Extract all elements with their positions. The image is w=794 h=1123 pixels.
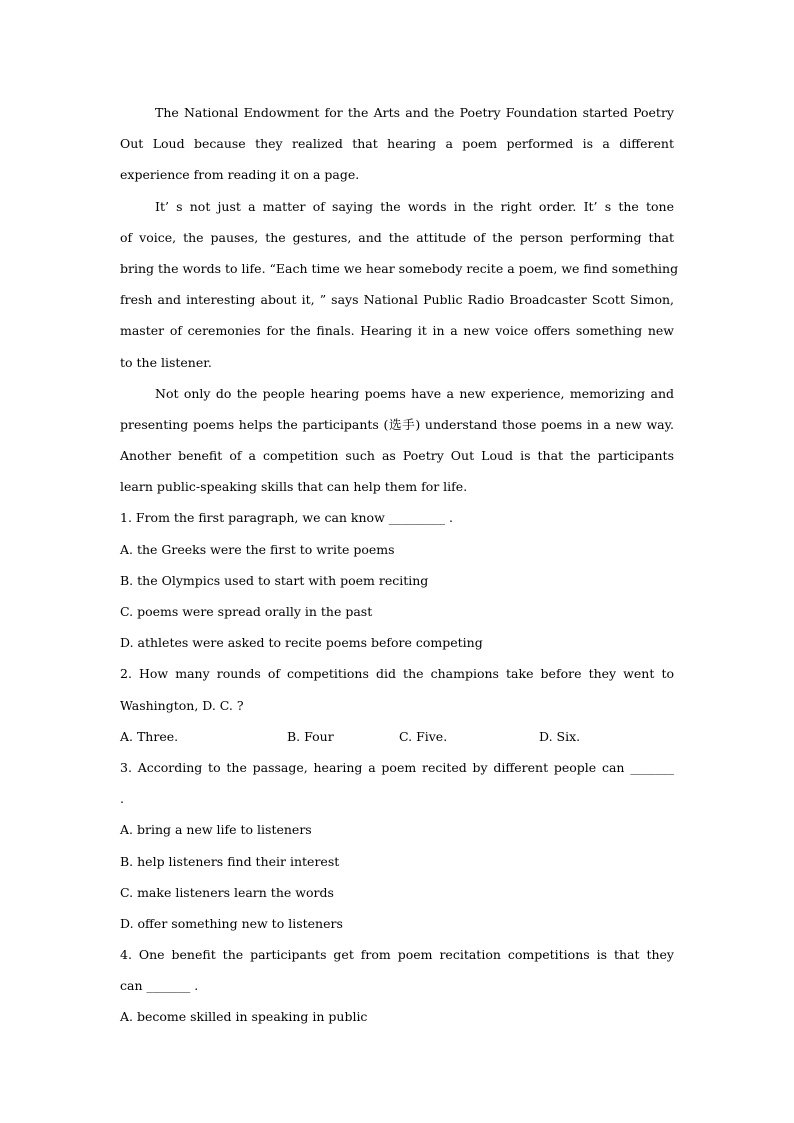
text-line: learn public-speaking skills that can help them for life. <box>120 479 468 495</box>
option-c: C. Five. <box>399 728 448 744</box>
text-line: of voice, the pauses, the gestures, and the attitude of the person performing that <box>120 229 674 245</box>
passage-paragraph-3 <box>120 378 674 503</box>
text-line: fresh and interesting about it, ” says National Public Radio Broadcaster Scott Simon, <box>120 292 674 308</box>
option-d: D. Six. <box>539 728 581 744</box>
text-line: experience from reading it on a page. <box>120 167 360 183</box>
text-line: master of ceremonies for the finals. Hearing it in a new voice offers something new <box>120 323 674 339</box>
text-line: It’ s not just a matter of saying the words in the right order. It’ s the tone <box>155 198 674 214</box>
question-stem: 3. According to the passage, hearing a poem recited by different people can _______ <box>120 759 674 775</box>
question-2 <box>120 658 674 752</box>
text-line: The National Endowment for the Arts and the Poetry Foundation started Poetry <box>155 105 674 120</box>
passage-paragraph-1 <box>120 97 674 191</box>
option-c: C. make listeners learn the words <box>120 884 334 900</box>
option-b: B. the Olympics used to start with poem reciting <box>120 572 429 588</box>
question-4 <box>120 939 674 1033</box>
option-a: A. the Greeks were the first to write poems <box>120 541 395 557</box>
option-c: C. poems were spread orally in the past <box>120 604 373 619</box>
option-b: B. Four <box>287 728 334 744</box>
passage-paragraph-2 <box>120 191 679 378</box>
option-d: D. offer something new to listeners <box>120 915 343 931</box>
option-a: A. bring a new life to listeners <box>120 822 312 838</box>
question-stem-continued: . <box>120 791 124 807</box>
question-stem-continued: can _______ . <box>120 978 199 994</box>
options-row <box>120 721 674 752</box>
option-a: A. become skilled in speaking in public <box>120 1009 368 1025</box>
question-3 <box>120 752 674 939</box>
question-stem: 1. From the first paragraph, we can know _________ . <box>120 510 453 526</box>
text-line: to the listener. <box>120 354 212 370</box>
text-line: bring the words to life. “Each time we hear somebody recite a poem, we find something <box>120 260 679 276</box>
question-stem: 4. One benefit the participants get from poem recitation competitions is that they <box>120 947 674 963</box>
text-line: presenting poems helps the participants (选手) understand those poems in a new way. <box>120 416 674 432</box>
question-stem: 2. How many rounds of competitions did the champions take before they went to <box>120 666 674 682</box>
option-d: D. athletes were asked to recite poems before competing <box>120 635 483 651</box>
text-line: Out Loud because they realized that hearing a poem performed is a different <box>120 136 674 152</box>
question-1 <box>120 502 674 658</box>
document-page <box>120 97 679 1033</box>
text-line: Another benefit of a competition such as Poetry Out Loud is that the participants <box>120 448 674 464</box>
question-stem-continued: Washington, D. C. ? <box>120 697 244 713</box>
option-a: A. Three. <box>120 728 179 744</box>
text-line: Not only do the people hearing poems have a new experience, memorizing and <box>155 385 674 401</box>
option-b: B. help listeners find their interest <box>120 853 340 869</box>
